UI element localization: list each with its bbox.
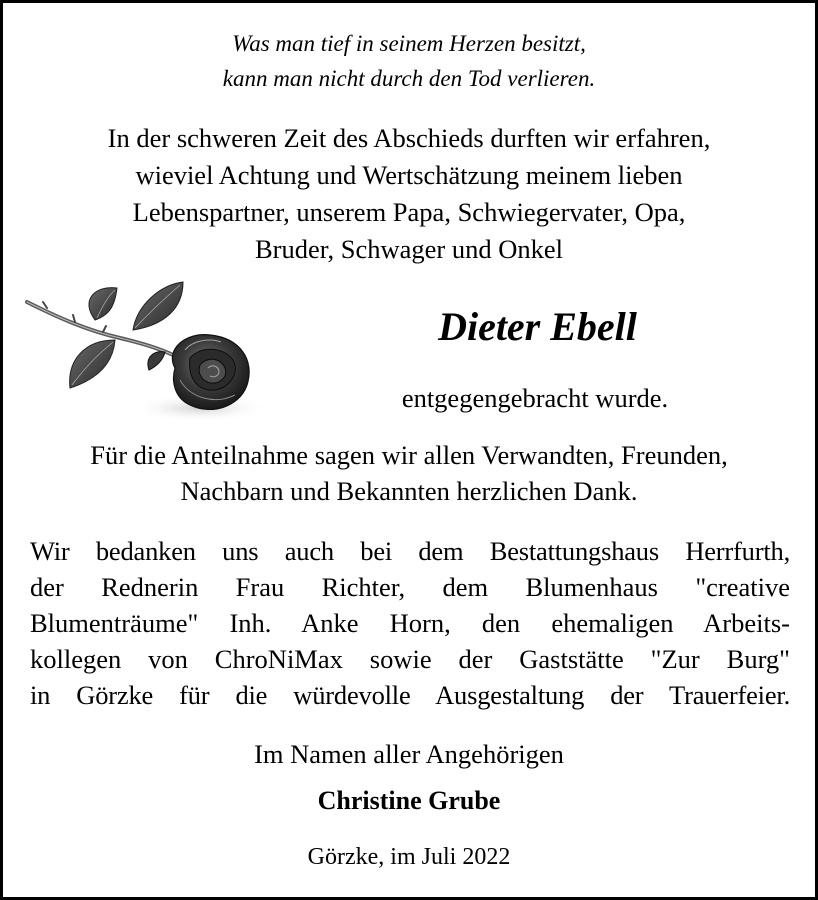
- motto-line: Was man tief in seinem Herzen besitzt,: [232, 31, 586, 56]
- special-thanks-line: Wir bedanken uns auch bei dem Bestattungshaus Herrfurth,: [30, 536, 790, 566]
- place-date: Görzke, im Juli 2022: [307, 844, 511, 870]
- intro-line: Bruder, Schwager und Onkel: [254, 234, 564, 264]
- thanks-line: Nachbarn und Bekannten herzlichen Dank.: [180, 476, 638, 506]
- on-behalf-text: Im Namen aller Angehörigen: [254, 739, 564, 769]
- intro-line: In der schweren Zeit des Abschieds durften wir erfahren,: [107, 123, 711, 153]
- intro-line: wieviel Achtung und Wertschätzung meinem lieben: [135, 160, 683, 190]
- intro-line: Lebenspartner, unserem Papa, Schwiegervater, Opa,: [132, 197, 686, 227]
- thanks-paragraph: [0, 437, 818, 509]
- special-thanks-paragraph: [30, 533, 790, 713]
- rose-illustration: [25, 280, 275, 428]
- brought-text: entgegengebracht wurde.: [401, 383, 669, 413]
- special-thanks-line: der Rednerin Frau Richter, dem Blumenhaus "creative: [30, 572, 790, 602]
- motto-quote: [0, 26, 818, 96]
- special-thanks-line: in Görzke für die würdevolle Ausgestaltung der Trauerfeier.: [30, 680, 790, 710]
- intro-paragraph: [0, 120, 818, 268]
- special-thanks-line: kollegen von ChroNiMax sowie der Gaststätte "Zur Burg": [30, 644, 790, 674]
- deceased-name: Dieter Ebell: [438, 304, 637, 349]
- thanks-line: Für die Anteilnahme sagen wir allen Verwandten, Freunden,: [90, 440, 728, 470]
- special-thanks-line: Blumenträume" Inh. Anke Horn, den ehemaligen Arbeits-: [30, 608, 790, 638]
- motto-line: kann man nicht durch den Tod verlieren.: [222, 66, 596, 91]
- signer-name: Christine Grube: [317, 786, 501, 815]
